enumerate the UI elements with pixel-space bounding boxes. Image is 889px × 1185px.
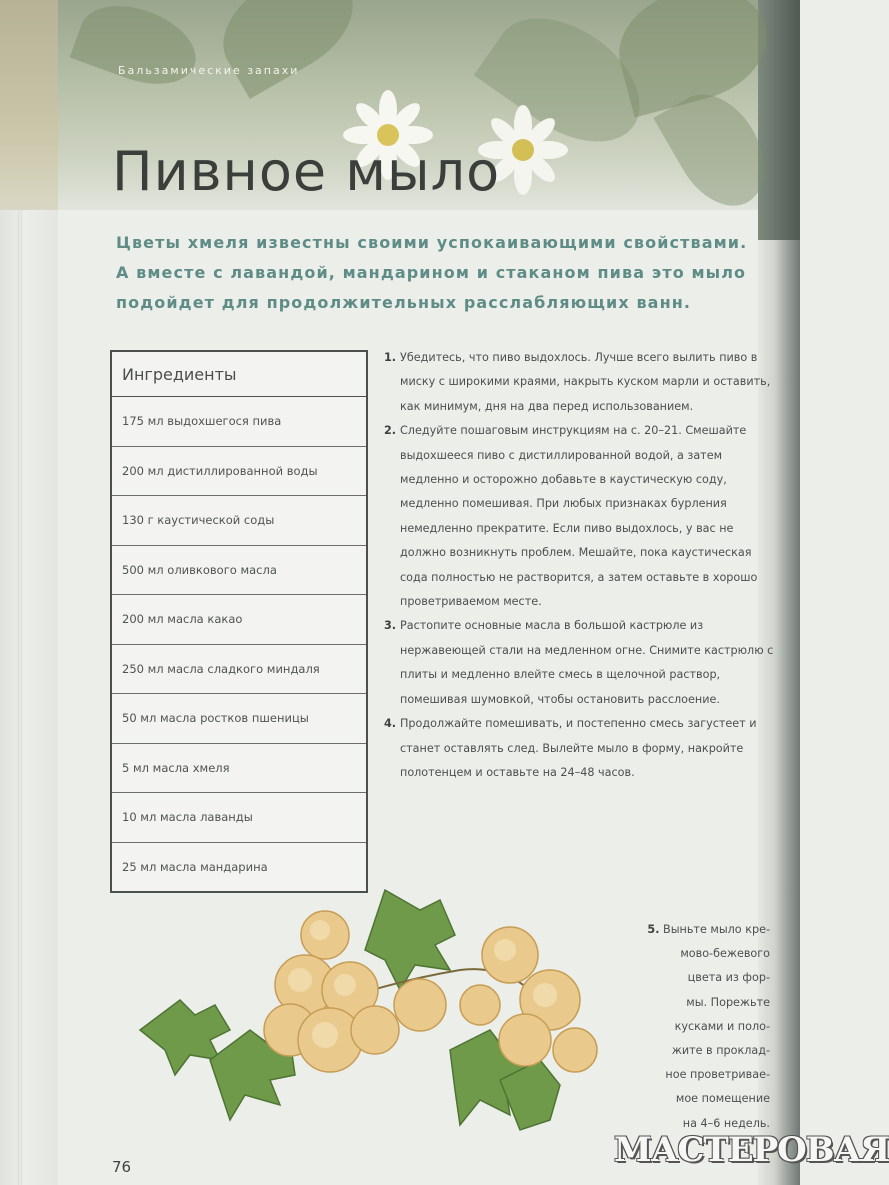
hops-illustration (120, 880, 640, 1170)
instructions-list (384, 346, 774, 785)
instruction-step (384, 419, 774, 614)
instruction-step (384, 614, 774, 712)
step-text: мы. Порежьте (686, 995, 770, 1009)
ingredient-row: 130 г каустической соды (112, 496, 366, 546)
ingredient-row: 175 мл выдохшегося пива (112, 397, 366, 447)
step-text: на 4–6 недель. (682, 1116, 770, 1130)
step-text: Убедитесь, что пиво выдохлось. Лучше всего вылить пиво в миску с широкими краями, накрыть куском марли и оставить, как минимум, дня на два перед использованием. (400, 351, 771, 413)
step-text: мое помещение (675, 1092, 770, 1106)
instruction-step-5 (628, 918, 770, 1136)
ingredient-row: 10 мл масла лаванды (112, 793, 366, 843)
ingredients-heading: Ингредиенты (112, 352, 366, 397)
step-text: Выньте мыло кре- (663, 923, 770, 936)
step-text: Продолжайте помешивать, и постепенно смесь загустеет и станет оставлять след. Вылейте мыло в форму, накройте полотенцем и оставьте на 24–48 часов. (400, 717, 757, 779)
watermark: МАСТЕРОВАЯ (614, 1130, 889, 1170)
ingredient-row: 5 мл масла хмеля (112, 744, 366, 794)
step-number: 2. (384, 424, 397, 438)
step-text: Следуйте пошаговым инструкциям на с. 20–21. Смешайте выдохшееся пиво с дистиллированной водой, а затем медленно и осторожно добавьте в каустическую соду, медленно помешивая. При любых признаках бурления немедленно прекратите. Если пиво выдохлось, у вас не должно возникнуть проблем. Мешайте, пока каустическая сода полностью не растворится, а затем оставьте в хорошо проветриваемом месте. (400, 424, 758, 609)
ingredient-row: 25 мл масла мандарина (122, 859, 268, 874)
step-number: 3. (384, 619, 397, 633)
step-number: 4. (384, 717, 397, 731)
ingredients-table (110, 350, 368, 893)
page-title: Пивное мыло (112, 140, 501, 203)
step-text: ное проветривае- (665, 1068, 770, 1082)
step-number: 1. (384, 351, 397, 364)
section-label: Бальзамические запахи (118, 64, 300, 77)
step-text: мово-бежевого (680, 947, 770, 961)
ingredient-row: 200 мл дистиллированной воды (112, 447, 366, 497)
intro-line: А вместе с лавандой, мандарином и стаканом пива это мыло (116, 263, 747, 282)
ingredient-row: 500 мл оливкового масла (112, 546, 366, 596)
instruction-step (384, 346, 774, 419)
intro-paragraph (116, 228, 756, 318)
step-number: 5. (647, 923, 660, 936)
step-text: Растопите основные масла в большой кастрюле из нержавеющей стали на медленном огне. Снимите кастрюлю с плиты и медленно влейте смесь в щелочной раствор, помешивая шумовкой, чтобы остановить расслоение. (400, 619, 774, 706)
instruction-step (384, 712, 760, 785)
spine-top (0, 0, 58, 210)
ingredient-row: 250 мл масла сладкого миндаля (112, 645, 366, 695)
page-edges-left (0, 0, 58, 1185)
step-text: цвета из фор- (687, 971, 770, 985)
ingredient-row: 50 мл масла ростков пшеницы (112, 694, 366, 744)
step-text: кусками и поло- (674, 1019, 770, 1033)
intro-line: подойдет для продолжительных расслабляющих ванн. (116, 293, 692, 312)
step-text: жите в проклад- (671, 1044, 770, 1058)
page-number: 76 (112, 1158, 132, 1176)
ingredient-row: 200 мл масла какао (112, 595, 366, 645)
intro-line: Цветы хмеля известны своими успокаивающими свойствами. (116, 233, 748, 252)
